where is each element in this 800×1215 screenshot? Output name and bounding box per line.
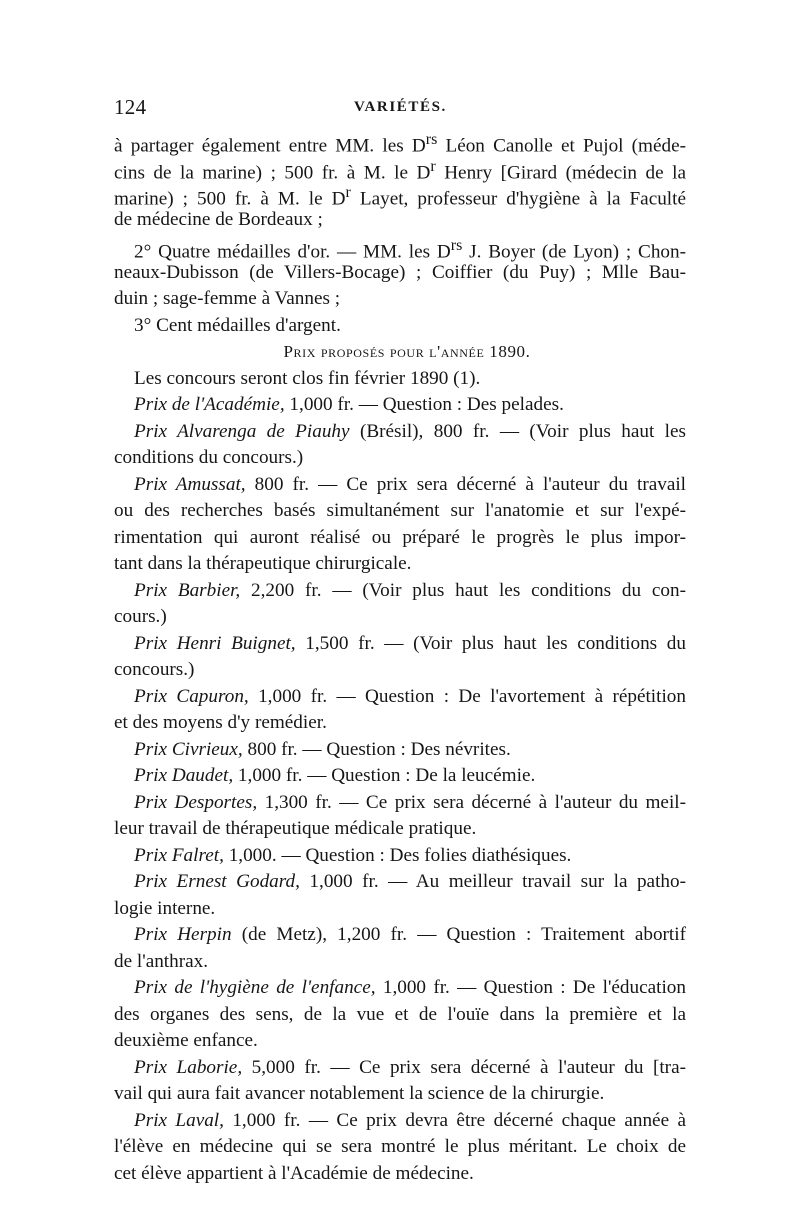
text-line: conditions du concours.) [114,447,304,468]
text-line: deuxième enfance. [114,1030,258,1051]
text-line: duin ; sage-femme à Vannes ; [114,288,341,309]
text-line: cours.) [114,606,167,627]
text-line: 2° Quatre médailles d'or. — MM. les $D^{rs}$ J. Boyer (de Lyon) ; Chon- [134,237,687,263]
text-line: neaux-Dubisson (de Villers-Bocage) ; Coiffier (du Puy) ; Mlle Bau- [114,261,686,283]
text-line: et des moyens d'y remédier. [114,712,327,733]
section-heading: Prix proposés pour l'année 1890. [283,342,531,361]
text-line: de l'anthrax. [114,950,209,972]
text-line: leur travail de thérapeutique médicale pratique. [114,818,477,839]
text-line: ou des recherches basés simultanément sur l'anatomie et sur l'expé- [114,500,686,521]
text-line: logie interne. [114,897,216,919]
prize-entry: Prix Civrieux, 800 fr. — Question : Des névrites. [134,738,511,760]
text-line: tant dans la thérapeutique chirurgicale. [114,553,412,574]
prize-entry: Prix Laborie, 5,000 fr. — Ce prix sera décerné à l'auteur du [tra- [134,1056,686,1078]
page-number: 124 [114,95,147,119]
body-text [114,127,686,1187]
text-line: concours.) [114,659,195,680]
text-line: vail qui aura fait avancer notablement la science de la chirurgie. [114,1083,605,1104]
running-title: VARIÉTÉS. [354,99,447,115]
prize-entry: Prix Daudet, 1,000 fr. — Question : De la leucémie. [134,765,536,786]
running-head [114,95,686,123]
prize-entry: Prix Laval, 1,000 fr. — Ce prix devra être décerné chaque année à [134,1109,686,1131]
prize-entry: Prix Henri Buignet, 1,500 fr. — (Voir plus haut les conditions du [134,632,686,654]
text-line: l'élève en médecine qui se sera montré le plus méritant. Le choix de [114,1136,686,1157]
prize-entry: Prix Amussat, 800 fr. — Ce prix sera décerné à l'auteur du travail [134,473,687,495]
prize-entry: Prix Capuron, 1,000 fr. — Question : De l'avortement à répétition [134,685,686,707]
text-line: cins de la marine) ; 500 fr. à M. le $D^r$ Henry [Girard (médecin de la [114,157,687,183]
prize-entry: Prix Barbier, 2,200 fr. — (Voir plus haut les conditions du con- [134,579,686,601]
text-line: des organes des sens, de la vue et de l'ouïe dans la première et la [114,1003,686,1025]
text-line: cet élève appartient à l'Académie de médecine. [114,1162,474,1184]
text-line: à partager également entre MM. les $D^{rs}$ Léon Canolle et Pujol (méde- [114,131,687,157]
prize-entry: Prix Ernest Godard, 1,000 fr. — Au meilleur travail sur la patho- [134,871,686,892]
text-line: rimentation qui auront réalisé ou préparé le progrès le plus impor- [114,526,686,548]
text-line: marine) ; 500 fr. à M. le $D^r$ Layet, professeur d'hygiène à la Faculté [114,184,686,210]
prize-entry: Prix Falret, 1,000. — Question : Des folies diathésiques. [134,844,572,866]
prize-entry: Prix de l'hygiène de l'enfance, 1,000 fr. — Question : De l'éducation [134,977,686,998]
text-line: 3° Cent médailles d'argent. [134,314,341,336]
prize-entry: Prix Alvarenga de Piauhy (Brésil), 800 fr. — (Voir plus haut les [134,420,686,442]
text-line: de médecine de Bordeaux ; [114,208,323,230]
text-line: Les concours seront clos fin février 1890 (1). [134,367,481,389]
prize-entry: Prix Herpin (de Metz), 1,200 fr. — Question : Traitement abortif [134,924,686,945]
prize-entry: Prix Desportes, 1,300 fr. — Ce prix sera décerné à l'auteur du meil- [134,791,686,813]
prize-entry: Prix de l'Académie, 1,000 fr. — Question : Des pelades. [134,394,564,415]
